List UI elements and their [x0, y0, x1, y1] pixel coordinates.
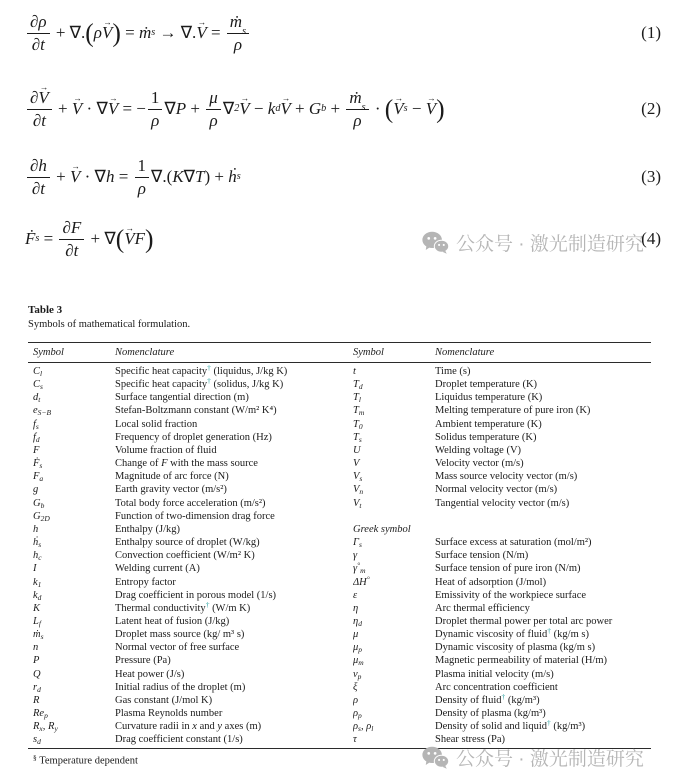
symbol-cell: $T_0$: [353, 418, 363, 431]
symbol-cell: $\mu_p$: [353, 642, 363, 655]
symbol-cell: $F_a$: [33, 471, 44, 484]
math-token: =: [39, 229, 58, 248]
nomenclature-cell: [435, 523, 651, 536]
math-token: · ∇: [80, 167, 106, 186]
math-token: ρ: [233, 34, 242, 54]
math-token: k: [267, 99, 276, 118]
table-label: Table 3: [28, 304, 63, 316]
math-token: 1: [150, 88, 160, 108]
math-token: K: [172, 167, 184, 186]
vector-symbol: → n: [33, 641, 38, 654]
math-token: → V: [393, 99, 403, 119]
nomenclature-cell: Melting temperature of pure iron (K): [435, 405, 591, 417]
math-token: = −: [118, 99, 146, 118]
math-token: ρ: [151, 110, 160, 130]
watermark-text: 公众号 · 激光制造研究: [456, 749, 644, 770]
table-row: [33, 497, 651, 510]
vector-symbol: → V: [353, 497, 359, 510]
symbol-cell: μ: [353, 629, 359, 641]
math-token: =: [206, 23, 225, 42]
math-token: Ḟ: [25, 229, 36, 248]
math-token: ∂t: [31, 178, 46, 198]
symbol-cell: R: [33, 694, 40, 706]
nomenclature-cell: Surface tangential direction (m): [115, 392, 249, 404]
math-token: ρ: [209, 110, 218, 130]
nomenclature-cell: Enthalpy source of droplet (W/kg): [115, 537, 260, 549]
symbol-cell: h: [33, 523, 39, 535]
math-token: P: [175, 99, 187, 118]
table-row: [33, 457, 651, 470]
symbol-cell: η: [353, 602, 359, 614]
nomenclature-cell: Surface excess at saturation (mol/m²): [435, 537, 592, 549]
nomenclature-cell: Dynamic viscosity of plasma (kg/m s): [435, 642, 596, 654]
nomenclature-cell: Drag coefficient constant (1/s): [115, 734, 243, 746]
symbol-cell: γ: [353, 550, 358, 562]
table-row: [33, 523, 651, 536]
math-token: ∂t: [31, 34, 45, 54]
table-row: [33, 668, 651, 681]
math-token: +: [53, 99, 72, 118]
math-token: ∂h: [30, 156, 47, 176]
math-token: → V: [108, 99, 118, 119]
symbol-cell: $r_d$: [33, 681, 41, 694]
nomenclature-cell: Earth gravity vector (m/s²): [115, 484, 227, 496]
math-token: (: [85, 17, 94, 48]
equation-number: (3): [641, 167, 661, 186]
watermark-bottom: [422, 744, 644, 771]
symbol-cell: $f_s$: [33, 418, 39, 431]
math-token: + ∇.: [51, 23, 86, 42]
equation-3: [25, 150, 661, 204]
math-token: → ∇.: [155, 23, 197, 42]
math-token: → V: [196, 23, 206, 43]
nomenclature-cell: Emissivity of the workpiece surface: [435, 589, 587, 601]
symbol-cell: $\gamma^\circ_m$: [353, 562, 366, 576]
nomenclature-cell: Density of plasma (kg/m³): [435, 708, 546, 720]
nomenclature-cell: Shear stress (Pa): [435, 734, 505, 746]
symbols-table: [28, 342, 651, 766]
symbol-cell: $C_l$: [33, 366, 43, 378]
symbol-cell: I: [33, 563, 37, 575]
nomenclature-cell: Welding current (A): [115, 563, 200, 575]
symbol-cell: $e_{S-B}$: [33, 405, 52, 418]
symbol-cell: t: [353, 366, 356, 377]
footnote-marker: §: [33, 752, 37, 762]
math-fraction: [27, 88, 52, 129]
symbol-cell: $T_s$: [353, 431, 362, 444]
symbol-cell: [353, 457, 435, 470]
math-token: +: [51, 167, 70, 186]
nomenclature-cell: Solidus temperature (K): [435, 431, 537, 443]
equation-1-body: $\frac{\partial\rho}{\partial t}$ + ∇. ( ρ → V ) = ṁ s → ∇. → V = ṁ s ρ: [25, 12, 251, 53]
nomenclature-cell: Pressure (Pa): [115, 655, 171, 667]
math-token: (: [384, 93, 394, 124]
nomenclature-cell: Velocity vector (m/s): [435, 458, 524, 470]
math-token: → V: [72, 99, 82, 119]
symbol-cell: $\Gamma_s$: [353, 537, 362, 550]
nomenclature-cell: Welding voltage (V): [435, 444, 522, 456]
table-caption: Symbols of mathematical formulation.: [28, 319, 191, 330]
table-row: [33, 510, 651, 523]
symbol-cell: $C_s$: [33, 379, 43, 392]
symbol-cell: $h_c$: [33, 550, 42, 563]
nomenclature-cell: Enthalpy (J/kg): [115, 523, 181, 535]
math-fraction: [27, 156, 50, 197]
column-header-nomenclature-2: Nomenclature: [435, 347, 495, 358]
table-row: [33, 562, 651, 575]
temperature-dependent-marker: †: [501, 693, 506, 701]
nomenclature-cell: Normal vector of free surface: [115, 642, 240, 654]
temperature-dependent-marker: †: [547, 720, 551, 728]
nomenclature-cell: Droplet temperature (K): [435, 379, 538, 391]
temperature-dependent-marker: †: [547, 628, 552, 636]
math-token: ∇: [164, 99, 176, 118]
symbol-cell: F: [33, 444, 40, 456]
math-token: +: [290, 99, 309, 118]
nomenclature-cell: Liquidus temperature (K): [435, 392, 543, 404]
math-token: ∇.(: [151, 167, 173, 186]
symbol-cell: $s_d$: [33, 734, 41, 747]
equation-number: (4): [641, 229, 661, 248]
symbol-cell: $T_d$: [353, 379, 363, 392]
math-token: ρ: [137, 178, 146, 198]
nomenclature-cell: Function of two-dimension drag force: [115, 510, 275, 522]
nomenclature-cell: Droplet thermal power per total arc power: [435, 615, 613, 627]
math-token: ṁ: [349, 88, 362, 108]
symbol-cell: $T_l$: [353, 392, 361, 405]
table-header-row: [28, 343, 651, 363]
table-row: [33, 444, 651, 457]
math-token: 1: [137, 156, 147, 176]
table-row: [33, 404, 651, 417]
nomenclature-cell: Total body force acceleration (m/s²): [115, 497, 266, 509]
wechat-icon: [422, 746, 449, 769]
math-token: T: [195, 167, 205, 186]
nomenclature-cell: Thermal conductivity† (W/m K): [115, 601, 251, 614]
table-row: [33, 589, 651, 602]
symbol-cell: $\rho_s$, $\rho_l$: [353, 721, 374, 734]
nomenclature-cell: Volume fraction of fluid: [115, 444, 217, 456]
nomenclature-cell: Density of fluid† (kg/m³): [435, 693, 540, 706]
math-token: ∂t: [65, 240, 79, 260]
symbol-cell: $k_1$: [33, 576, 42, 589]
column-header-symbol-2: Symbol: [353, 347, 384, 358]
nomenclature-cell: Dynamic viscosity of fluid† (kg/m s): [435, 628, 589, 641]
table-row: [33, 365, 651, 378]
equation-2: [25, 81, 661, 137]
nomenclature-cell: Normal velocity vector (m/s): [435, 484, 558, 496]
symbol-cell: $\rho_p$: [353, 708, 362, 721]
nomenclature-cell: Droplet mass source (kg/ m³ s): [115, 629, 245, 641]
nomenclature-cell: Convection coefficient (W/m² K): [115, 550, 255, 562]
math-token: ∇: [222, 99, 235, 118]
math-token: · ∇: [82, 99, 108, 118]
math-token: F: [134, 229, 145, 248]
math-token: → V: [102, 23, 112, 43]
table-body: [28, 363, 651, 748]
symbol-cell: → $V_s$: [353, 470, 435, 483]
math-fraction: [27, 12, 50, 53]
table-row: [33, 483, 651, 496]
table-row: [33, 641, 651, 654]
nomenclature-cell: Frequency of droplet generation (Hz): [115, 431, 272, 443]
vector-symbol: → V: [353, 483, 359, 496]
nomenclature-cell: Magnetic permeability of material (H/m): [435, 655, 608, 667]
math-token: → V: [124, 229, 134, 249]
math-token: ): [436, 93, 445, 124]
vector-symbol: → V: [353, 457, 359, 470]
math-token: ∇: [183, 167, 196, 186]
nomenclature-cell: Arc concentration coefficient: [435, 681, 558, 693]
math-fraction: ṁ s ρ: [346, 88, 368, 129]
equation-1: [25, 6, 661, 60]
symbol-cell: → $V_n$: [353, 483, 435, 496]
table-row: [33, 694, 651, 707]
math-token: ṁ: [138, 23, 152, 42]
table-row: [33, 615, 651, 628]
symbol-cell: $f_d$: [33, 431, 40, 444]
table-row: [33, 707, 651, 720]
table-row: [33, 378, 651, 391]
symbol-cell: ΔH°: [353, 575, 370, 588]
footnote-text: Temperature dependent: [39, 755, 138, 767]
math-token: ṁ: [229, 12, 243, 32]
math-token: G: [308, 99, 322, 118]
symbol-cell: $T_m$: [353, 405, 365, 418]
math-token: → V: [70, 167, 80, 187]
symbol-cell: Q: [33, 668, 41, 680]
math-token: ρ: [93, 23, 102, 42]
equation-4: [25, 212, 661, 266]
table-row: [33, 418, 651, 431]
nomenclature-cell: Local solid fraction: [115, 418, 198, 430]
math-token: =: [114, 167, 133, 186]
math-token: (: [115, 223, 125, 254]
greek-symbol-subheader: Greek symbol: [353, 523, 411, 535]
symbol-cell: ṁ$_s$: [33, 629, 44, 642]
nomenclature-cell: Arc thermal efficiency: [435, 602, 530, 614]
column-header-symbol-1: Symbol: [33, 347, 64, 358]
symbol-cell: $G_b$: [33, 497, 45, 510]
temperature-dependent-marker: †: [207, 378, 211, 386]
table-row: [33, 681, 651, 694]
nomenclature-cell: Change of F with the mass source: [115, 458, 258, 470]
symbol-cell: $R_x$, $R_y$: [33, 721, 58, 734]
nomenclature-cell: Mass source velocity vector (m/s): [435, 471, 578, 483]
symbol-cell: $L_f$: [33, 615, 41, 628]
symbol-cell: $\eta_d$: [353, 615, 362, 628]
symbol-cell: $\nu_p$: [353, 668, 362, 681]
nomenclature-cell: Ambient temperature (K): [435, 418, 542, 430]
equation-2-body: ∂ → V ∂t + → V · ∇ → V = − $\frac{1}{\rho}$ ∇ P + $\frac{\mu}{\rho}$ ∇ 2 → V − k d → V + G b + ṁ s ρ · ( → V s − → V ): [25, 88, 445, 129]
table-row: [33, 628, 651, 641]
nomenclature-cell: Plasma initial velocity (m/s): [435, 668, 554, 680]
nomenclature-cell: Time (s): [435, 366, 471, 377]
nomenclature-cell: Curvature radii in x and y axes (m): [115, 721, 262, 733]
math-token: −: [249, 99, 268, 118]
nomenclature-cell: Specific heat capacity† (liquidus, J/kg K): [115, 365, 288, 377]
nomenclature-cell: Tangential velocity vector (m/s): [435, 497, 570, 509]
math-fraction: [59, 218, 84, 259]
equation-number: (1): [641, 23, 661, 42]
temperature-dependent-marker: †: [205, 601, 210, 609]
table-row: [33, 431, 651, 444]
equation-4-body: Ḟ s = $\frac{\partial F}{\partial t}$ + ∇ ( → V F ): [25, 218, 154, 259]
nomenclature-cell: Surface tension of pure iron (N/m): [435, 563, 581, 575]
nomenclature-cell: Stefan-Boltzmann constant (W/m² K⁴): [115, 405, 277, 417]
math-token: ): [145, 223, 154, 254]
table-row: [33, 720, 651, 733]
nomenclature-cell: Heat of adsorption (J/mol): [435, 576, 547, 588]
math-token: ρ: [353, 110, 362, 130]
math-token: ∂F: [62, 218, 82, 238]
column-header-nomenclature-1: Nomenclature: [115, 347, 175, 358]
symbol-cell: $Re_p$: [33, 708, 48, 721]
math-token: ∂: [30, 88, 39, 108]
nomenclature-cell: Entropy factor: [115, 576, 176, 588]
math-token: h: [105, 167, 115, 186]
table-row: [33, 536, 651, 549]
symbol-cell: K: [33, 602, 41, 614]
watermark-text: 公众号 · 激光制造研究: [456, 234, 644, 255]
nomenclature-cell: Latent heat of fusion (J/kg): [115, 615, 230, 627]
symbol-cell: P: [33, 655, 40, 667]
math-token: → V: [239, 99, 249, 119]
math-token: ∂t: [32, 110, 46, 130]
table-row: [33, 470, 651, 483]
symbol-cell: Ḟ$_s$: [33, 458, 43, 471]
symbol-cell: U: [353, 444, 361, 456]
math-fraction: [148, 88, 163, 129]
symbol-cell: $G_{2D}$: [33, 510, 50, 523]
nomenclature-cell: Plasma Reynolds number: [115, 708, 223, 720]
math-fraction: [135, 156, 150, 197]
nomenclature-cell: Drag coefficient in porous model (1/s): [115, 589, 277, 601]
table-row: [33, 391, 651, 404]
math-token: ·: [370, 99, 385, 118]
table-row: [33, 549, 651, 562]
math-token: → V: [38, 88, 48, 107]
math-token: +: [186, 99, 205, 118]
nomenclature-cell: [435, 510, 651, 523]
equation-3-body: $\frac{\partial h}{\partial t}$ + → V · ∇ h = $\frac{1}{\rho}$ ∇.( K ∇ T ) + ḣ s: [25, 156, 241, 197]
nomenclature-cell: Surface tension (N/m): [435, 550, 529, 562]
symbol-cell: $\mu_m$: [353, 655, 364, 668]
symbol-cell: → $V_t$: [353, 497, 435, 510]
symbol-cell: [353, 510, 435, 523]
math-token: −: [407, 99, 426, 118]
nomenclature-cell: Magnitude of arc force (N): [115, 471, 229, 483]
nomenclature-cell: Heat power (J/s): [115, 668, 185, 680]
math-token: → V: [280, 99, 290, 119]
vector-symbol: → g: [33, 483, 38, 496]
math-token: +: [326, 99, 345, 118]
vector-symbol: → V: [353, 470, 359, 483]
symbol-cell: ḣ$_s$: [33, 537, 42, 550]
symbol-cell: τ: [353, 734, 357, 746]
math-token: ) +: [204, 167, 229, 186]
math-token: ): [112, 17, 121, 48]
table-row: [33, 602, 651, 615]
math-fraction: [206, 88, 221, 129]
symbol-cell: $d_t$: [33, 392, 41, 405]
math-token: + ∇: [86, 229, 116, 248]
equation-number: (2): [641, 99, 661, 118]
symbol-cell: ε: [353, 589, 358, 601]
math-fraction: ṁ s ρ: [227, 12, 249, 53]
symbol-cell: ρ: [353, 694, 359, 706]
symbol-cell: ξ: [353, 681, 358, 693]
nomenclature-cell: Gas constant (J/mol K): [115, 694, 213, 706]
table-row: [33, 576, 651, 589]
nomenclature-cell: Density of solid and liquid† (kg/m³): [435, 720, 586, 733]
temperature-dependent-marker: †: [207, 365, 211, 372]
math-token: ḣ: [228, 167, 237, 186]
math-token: =: [120, 23, 139, 42]
math-token: → V: [426, 99, 436, 119]
nomenclature-cell: Initial radius of the droplet (m): [115, 681, 246, 693]
symbol-cell: [33, 641, 115, 654]
math-token: μ: [209, 88, 218, 108]
nomenclature-cell: Specific heat capacity† (solidus, J/kg K): [115, 378, 284, 391]
symbol-cell: $k_d$: [33, 589, 42, 602]
table-row: [33, 654, 651, 667]
math-token: ∂ρ: [30, 12, 47, 32]
symbol-cell: [33, 483, 115, 496]
